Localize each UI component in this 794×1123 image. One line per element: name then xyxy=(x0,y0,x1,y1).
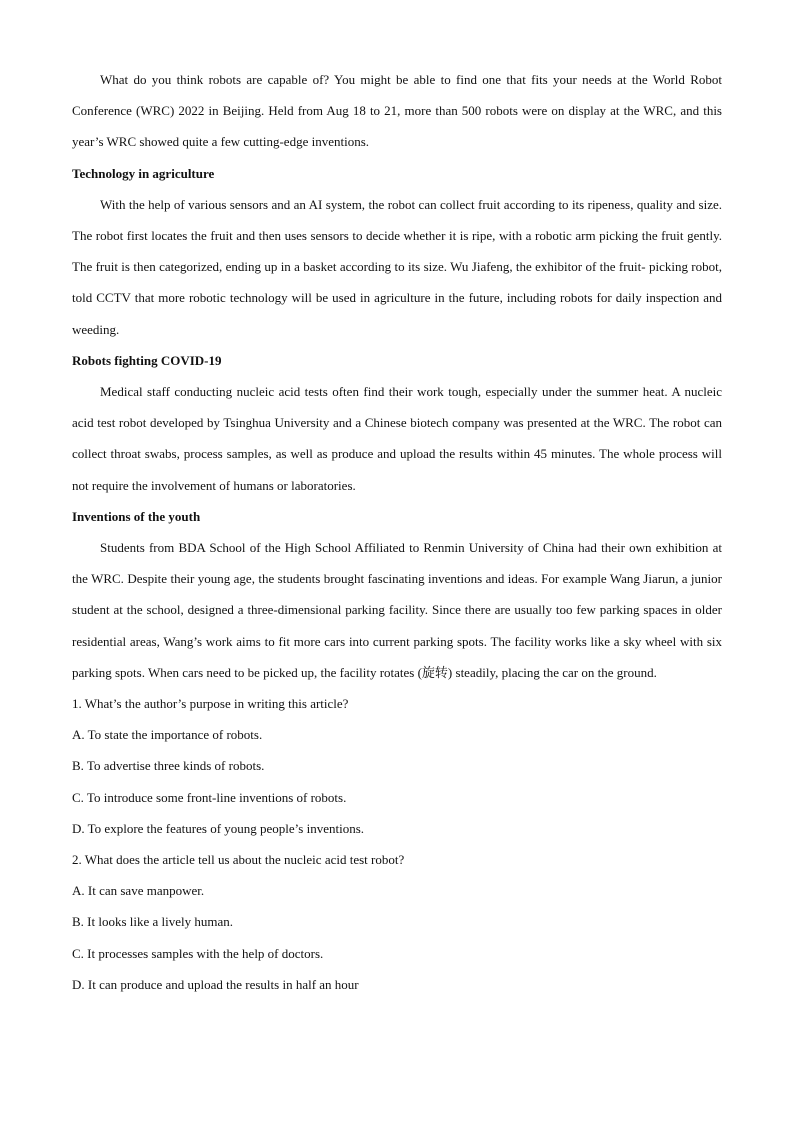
question-1-stem: 1. What’s the author’s purpose in writing this article? xyxy=(72,696,349,712)
question-1-option-a: A. To state the importance of robots. xyxy=(72,727,263,743)
section-body-agriculture: With the help of various sensors and an AI system, the robot can collect fruit according to its ripeness, quality and size. The robot first locates the fruit and then uses sensors to decide whether it is ripe, with a robotic arm picking the fruit gently. The fruit is then categorized, ending up in a basket according to its size. Wu Jiafeng, the exhibitor of the fruit- picking robot, told CCTV that more robotic technology will be used in agriculture in the future, including robots for daily inspection and weeding. xyxy=(72,196,722,337)
section-heading-covid: Robots fighting COVID-19 xyxy=(72,352,222,368)
intro-paragraph: What do you think robots are capable of? You might be able to find one that fits your needs at the World Robot Conference (WRC) 2022 in Beijing. Held from Aug 18 to 21, more than 500 robots were on display at the WRC, and this year’s WRC showed quite a few cutting-edge inventions. xyxy=(72,72,722,150)
section-body-youth: Students from BDA School of the High School Affiliated to Renmin University of China had their own exhibition at the WRC. Despite their young age, the students brought fascinating inventions and ideas. For example Wang Jiarun, a junior student at the school, designed a three-dimensional parking facility. Since there are usually too few parking spaces in older residential areas, Wang’s work aims to fit more cars into current parking spots. The facility works like a sky wheel with six parking spots. When cars need to be picked up, the facility rotates (旋转) steadily, placing the car on the ground. xyxy=(72,540,722,680)
question-2-option-c: C. It processes samples with the help of doctors. xyxy=(72,945,324,961)
question-2-option-a: A. It can save manpower. xyxy=(72,883,205,899)
question-1-option-b: B. To advertise three kinds of robots. xyxy=(72,758,265,774)
section-heading-agriculture: Technology in agriculture xyxy=(72,165,215,181)
question-2-option-d: D. It can produce and upload the results in half an hour xyxy=(72,976,359,992)
question-2-option-b: B. It looks like a lively human. xyxy=(72,914,234,930)
question-1-option-c: C. To introduce some front-line inventions of robots. xyxy=(72,789,347,805)
section-body-covid: Medical staff conducting nucleic acid tests often find their work tough, especially under the summer heat. A nucleic acid test robot developed by Tsinghua University and a Chinese biotech company was presented at the WRC. The robot can collect throat swabs, process samples, as well as produce and upload the results within 45 minutes. The whole process will not require the involvement of humans or laboratories. xyxy=(72,384,722,493)
question-2-stem: 2. What does the article tell us about the nucleic acid test robot? xyxy=(72,852,405,868)
document-page xyxy=(72,64,722,1000)
section-heading-youth: Inventions of the youth xyxy=(72,508,201,524)
question-1-option-d: D. To explore the features of young people’s inventions. xyxy=(72,820,365,836)
